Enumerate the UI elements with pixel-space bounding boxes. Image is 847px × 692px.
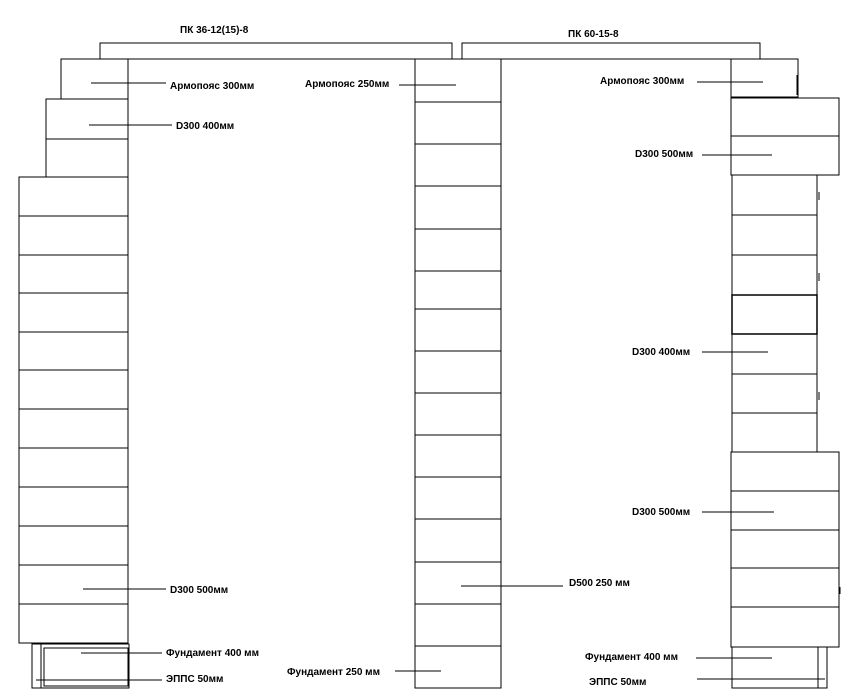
right-insulation [818,647,827,688]
right-lower-blocks [731,452,839,647]
right-lower-block [731,607,839,647]
left-lower-block [19,177,128,216]
left-upper-block-1 [46,99,128,139]
right-foundation [732,647,818,688]
right-upper-blocks-label: D300 500мм [635,149,694,160]
middle-foundation-label: Фундамент 250 мм [287,667,380,678]
middle-block [415,229,501,271]
right-lower-block [731,491,839,530]
middle-block [415,519,501,562]
middle-block [415,477,501,519]
middle-block [415,351,501,393]
left-lower-block [19,370,128,409]
middle-block [415,435,501,477]
left-lower-block [19,409,128,448]
left-insulation [32,644,41,688]
right-lower-block [731,452,839,491]
floor-slabs [100,43,760,59]
right-wall [731,59,840,688]
middle-block [415,604,501,646]
left-lower-block [19,565,128,604]
right-slab-label: ПК 60-15-8 [568,29,619,40]
left-lower-block [19,216,128,255]
right-foundation-label: Фундамент 400 мм [585,652,678,663]
left-lower-block [19,332,128,370]
right-lower-block [731,568,839,607]
middle-block [415,393,501,435]
right-upper-block [731,98,839,136]
right-middle-block [732,413,817,452]
middle-block [415,144,501,186]
left-lower-block [19,293,128,332]
left-slab-label: ПК 36-12(15)-8 [180,25,249,36]
middle-block [415,309,501,351]
middle-blocks-label: D500 250 мм [569,578,630,589]
left-lower-block [19,255,128,293]
right-slab [462,43,760,59]
left-lower-block [19,526,128,565]
right-insulation-label: ЭППС 50мм [589,677,647,688]
left-lower-block [19,604,128,643]
left-lower-blocks [19,177,128,643]
right-middle-block [732,175,817,215]
right-lower-blocks-label: D300 500мм [632,507,691,518]
middle-block [415,102,501,144]
middle-wall [415,59,501,688]
left-wall [19,59,129,688]
left-upper-blocks-label: D300 400мм [176,121,235,132]
middle-block [415,59,501,102]
middle-block [415,562,501,604]
middle-foundation [415,646,501,688]
middle-block [415,186,501,229]
leader-lines [36,82,825,680]
left-lower-block [19,487,128,526]
left-armopoyas [61,59,128,99]
left-upper-block-2 [46,139,128,177]
right-lower-block [731,530,839,568]
left-lower-blocks-label: D300 500мм [170,585,229,596]
left-slab [100,43,452,59]
right-armopoyas [731,59,798,97]
right-middle-blocks-label: D300 400мм [632,347,691,358]
right-middle-block [732,295,817,334]
right-middle-block [732,255,817,295]
middle-block [415,271,501,309]
right-middle-blocks [732,175,817,452]
right-armopoyas-label: Армопояс 300мм [600,76,685,87]
left-insulation-label: ЭППС 50мм [166,674,224,685]
left-armopoyas-label: Армопояс 300мм [170,81,255,92]
left-foundation-label: Фундамент 400 мм [166,648,259,659]
left-lower-block [19,448,128,487]
middle-armopoyas-label: Армопояс 250мм [305,79,390,90]
right-middle-block [732,334,817,374]
right-middle-block [732,374,817,413]
right-middle-block [732,215,817,255]
left-foundation [41,644,129,688]
